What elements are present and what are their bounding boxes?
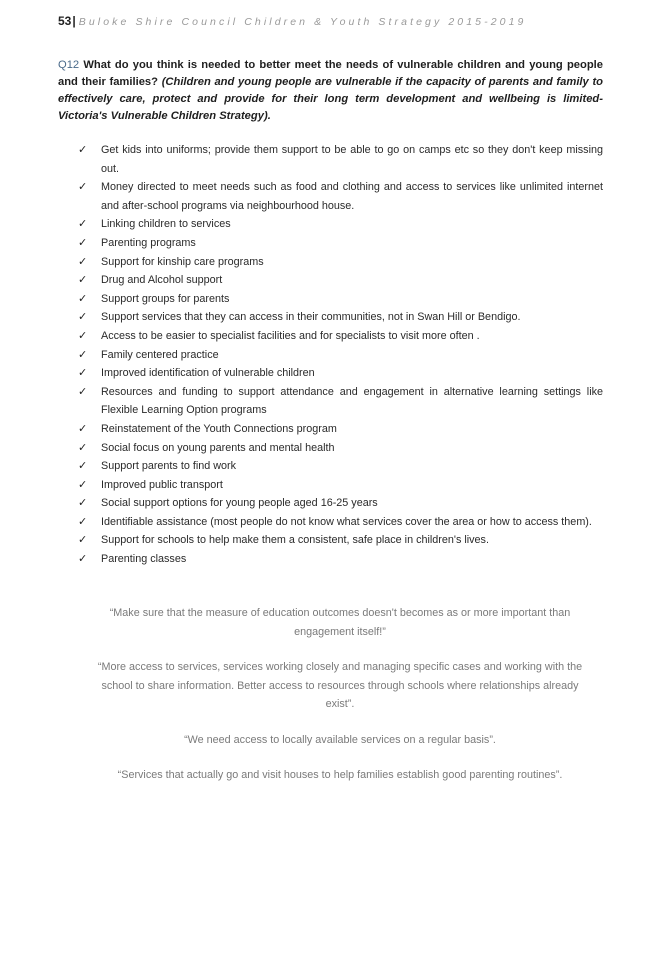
list-item [76, 531, 603, 550]
list-item [76, 457, 603, 476]
list-item [76, 178, 603, 215]
list-item [76, 383, 603, 420]
list-item-text: Support for schools to help make them a consistent, safe place in children's lives. [101, 534, 489, 547]
check-icon: ✓ [78, 236, 88, 249]
list-item-text: Get kids into uniforms; provide them support to be able to go on camps etc so they don't keep missing out. [101, 144, 603, 175]
check-icon: ✓ [78, 181, 88, 194]
list-item-text: Improved public transport [101, 478, 223, 491]
list-item [76, 550, 603, 569]
list-item-text: Parenting classes [101, 553, 187, 566]
list-item [76, 290, 603, 309]
response-list [76, 141, 603, 569]
check-icon: ✓ [78, 274, 88, 287]
question-number: Q12 [58, 59, 80, 71]
list-item-text: Social support options for young people aged 16-25 years [101, 497, 378, 510]
page-number: 53 [58, 14, 72, 28]
quote: “More access to services, services working closely and managing specific cases and working with the school to share information. Better access to resources through schools where relationships already exist”. [97, 661, 583, 710]
list-item [76, 364, 603, 383]
list-item [76, 439, 603, 458]
check-icon: ✓ [78, 292, 88, 305]
header-separator: | [72, 14, 76, 28]
list-item-text: Linking children to services [101, 218, 231, 231]
list-item-text: Drug and Alcohol support [101, 274, 223, 287]
quote: “Services that actually go and visit houses to help families establish good parenting routines”. [117, 769, 563, 781]
question-block [58, 57, 603, 125]
quotes-section [80, 604, 600, 802]
check-icon: ✓ [78, 515, 88, 528]
list-item [76, 420, 603, 439]
question-note: (Children and young people are vulnerable if the capacity of parents and family to effectively care, protect and provide for their long term development and wellbeing is limited- Victoria's Vulnerable Children Strategy). [58, 76, 603, 122]
check-icon: ✓ [78, 144, 88, 156]
list-item [76, 253, 603, 272]
list-item-text: Support groups for parents [101, 292, 230, 305]
check-icon: ✓ [78, 348, 88, 361]
check-icon: ✓ [78, 311, 88, 324]
list-item-text: Resources and funding to support attendance and engagement in alternative learning settings like Flexible Learning Option programs [101, 385, 603, 417]
list-item-text: Access to be easier to specialist facilities and for specialists to visit more often . [101, 329, 480, 342]
list-item [76, 513, 603, 532]
list-item [76, 494, 603, 513]
check-icon: ✓ [78, 497, 88, 510]
list-item-text: Reinstatement of the Youth Connections program [101, 422, 337, 435]
list-item [76, 327, 603, 346]
list-item-text: Money directed to meet needs such as food and clothing and access to services like unlimited internet and after-school programs via neighbourhood house. [101, 181, 603, 212]
list-item-text: Support for kinship care programs [101, 255, 264, 268]
list-item [76, 234, 603, 253]
quote: “Make sure that the measure of education outcomes doesn't becomes as or more important than engagement itself!” [109, 607, 571, 638]
question-text: What do you think is needed to better meet the needs of vulnerable children and young people and their families? [58, 59, 603, 88]
list-item [76, 141, 603, 178]
list-item [76, 308, 603, 327]
list-item-text: Parenting programs [101, 236, 196, 249]
list-item-text: Support services that they can access in their communities, not in Swan Hill or Bendigo. [101, 311, 521, 324]
check-icon: ✓ [78, 255, 88, 268]
check-icon: ✓ [78, 478, 88, 491]
document-title: Buloke Shire Council Children & Youth Strategy 2015-2019 [78, 16, 527, 28]
list-item-text: Social focus on young parents and mental health [101, 441, 335, 454]
check-icon: ✓ [78, 422, 88, 435]
check-icon: ✓ [78, 534, 88, 547]
list-item [76, 346, 603, 365]
check-icon: ✓ [78, 460, 88, 473]
quote: “We need access to locally available services on a regular basis”. [184, 733, 496, 746]
list-item-text: Improved identification of vulnerable children [101, 367, 315, 380]
page-header [58, 14, 526, 28]
list-item [76, 271, 603, 290]
list-item [76, 215, 603, 234]
check-icon: ✓ [78, 385, 88, 398]
list-item [76, 476, 603, 495]
check-icon: ✓ [78, 367, 88, 380]
check-icon: ✓ [78, 553, 88, 566]
check-icon: ✓ [78, 329, 88, 342]
list-item-text: Support parents to find work [101, 460, 237, 473]
check-icon: ✓ [78, 218, 88, 231]
list-item-text: Identifiable assistance (most people do not know what services cover the area or how to access them). [101, 515, 592, 528]
check-icon: ✓ [78, 441, 88, 454]
list-item-text: Family centered practice [101, 348, 219, 361]
